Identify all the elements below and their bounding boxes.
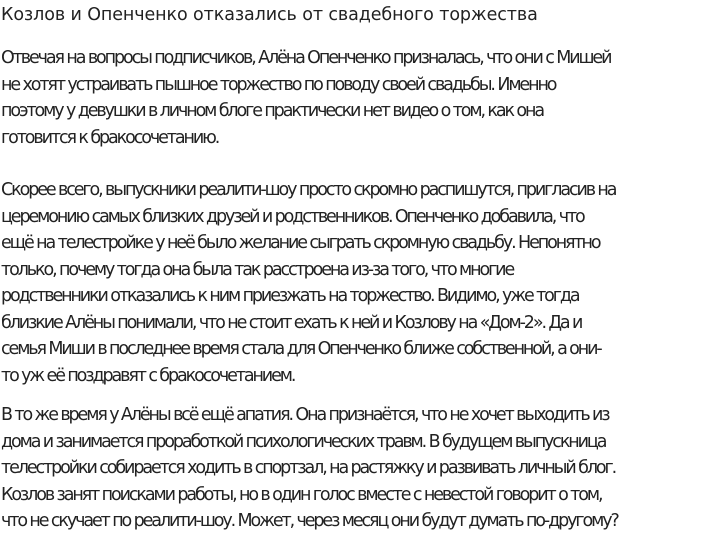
paragraph-line: Скорее всего, выпускники реалити-шоу просто скромно распишутся, пригласив на: [1, 180, 616, 200]
article-paragraph-1: [1, 45, 709, 151]
paragraph-line: В то же время у Алёны всё ещё апатия. Она признаётся, что не хочет выходить из: [1, 405, 609, 425]
paragraph-line: Козлов занят поисками работы, но в один голос вместе с невестой говорит о том,: [1, 484, 602, 505]
paragraph-line: семья Миши в последнее время стала для Опенченко ближе собственной, а они-: [1, 339, 601, 359]
paragraph-line: близкие Алёны понимали, что не стоит ехать к ней и Козлову на «Дом-2». Да и: [1, 312, 582, 333]
paragraph-line: то уж её поздравят с бракосочетанием.: [1, 365, 295, 386]
paragraph-line: телестройки собирается ходить в спортзал, на растяжку и развивать личный блог.: [1, 458, 616, 478]
paragraph-line: не хотят устраивать пышное торжество по поводу своей свадьбы. Именно: [1, 74, 556, 95]
paragraph-line: поэтому у девушки в личном блоге практически нет видео о том, как она: [1, 101, 543, 121]
paragraph-line: ещё на телестройке у неё было желание сыграть скромную свадьбу. Непонятно: [1, 233, 600, 253]
article-paragraph-3: [1, 402, 709, 535]
article-paragraph-2: [1, 177, 709, 389]
paragraph-line: Отвечая на вопросы подписчиков, Алёна Опенченко призналась, что они с Мишей: [1, 48, 611, 68]
paragraph-line: только, почему тогда она была так расстроена из-за того, что многие: [1, 259, 514, 280]
paragraph-line: родственники отказались к ним приезжать на торжество. Видимо, уже тогда: [1, 286, 579, 306]
paragraph-line: дома и занимается проработкой психологических травм. В будущем выпускница: [1, 431, 606, 452]
paragraph-line: церемонию самых близких друзей и родственников. Опенченко добавила, что: [1, 206, 584, 227]
paragraph-line: готовится к бракосочетанию.: [1, 127, 219, 148]
article-title: Козлов и Опенченко отказались от свадебного торжества: [1, 5, 538, 25]
paragraph-line: что не скучает по реалити-шоу. Может, через месяц они будут думать по-другому?: [1, 511, 618, 531]
